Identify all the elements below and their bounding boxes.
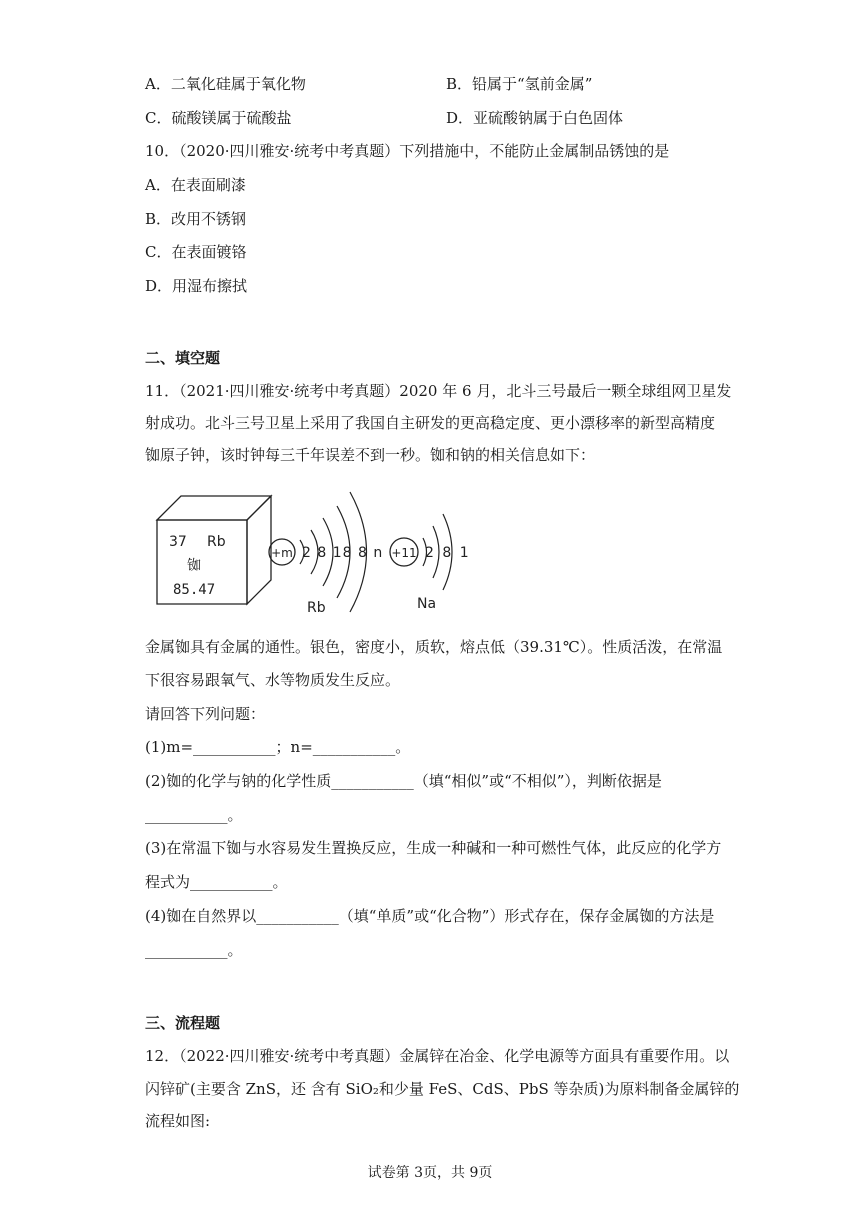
q11-stem-line-1: 11．（2021·四川雅安·统考中考真题）2020 年 6 月，北斗三号最后一颗全球组网卫星发 [145,382,732,400]
cell-element-name: 铷 [187,558,201,574]
q11-stem-line-3: 铷原子钟，该时钟每三千年误差不到一秒。铷和钠的相关信息如下： [145,446,596,464]
q9-option-b: B．铅属于“氢前金属” [446,75,593,93]
q11-part-2-line-2: ___________。 [145,806,243,824]
q11-part-1: (1)m=___________；n=___________。 [145,738,411,756]
na-label: Na [417,596,437,612]
cell-atomic-number: 37 [169,534,187,550]
rubidium-sodium-figure [145,476,471,616]
rb-label: Rb [307,600,326,616]
rb-nucleus-charge: +m [271,546,293,560]
na-electron-shells: 2 8 1 [425,545,471,561]
q11-part-3-line-2: 程式为___________。 [145,873,288,891]
na-atom-diagram [390,514,471,612]
q12-stem-line-1: 12．（2022·四川雅安·统考中考真题）金属锌在冶金、化学电源等方面具有重要作用。以 [145,1047,730,1065]
q10-option-b: B．改用不锈钢 [145,210,247,228]
q12-stem-line-2: 闪锌矿(主要含 ZnS，还 含有 SiO₂和少量 FeS、CdS、PbS 等杂质)为原料制备金属锌的 [145,1080,740,1098]
section-3-title: 三、流程题 [145,1014,221,1032]
cell-atomic-mass: 85.47 [173,582,216,598]
q10-option-a: A．在表面刷漆 [145,176,246,194]
q9-option-a: A．二氧化硅属于氧化物 [145,75,306,93]
section-2-title: 二、填空题 [145,349,221,367]
q11-stem-line-2: 射成功。北斗三号卫星上采用了我国自主研发的更高稳定度、更小漂移率的新型高精度 [145,414,716,432]
q12-stem-line-3: 流程如图: [145,1112,211,1130]
cell-symbol: Rb [207,534,226,550]
q9-option-d: D．亚硫酸钠属于白色固体 [446,109,624,127]
q11-prompt: 请回答下列问题： [145,705,266,723]
q9-option-c: C．硫酸镁属于硫酸盐 [145,109,292,127]
q10-stem: 10．（2020·四川雅安·统考中考真题）下列措施中，不能防止金属制品锈蚀的是 [145,142,670,160]
rb-atom-diagram [269,492,383,616]
page-footer: 试卷第 3页，共 9页 [367,1165,493,1181]
rb-electron-shells: 2 8 18 8 n [302,545,384,561]
q11-part-3-line-1: (3)在常温下铷与水容易发生置换反应，生成一种碱和一种可燃性气体，此反应的化学方 [145,839,722,857]
q10-option-c: C．在表面镀铬 [145,243,247,261]
q11-part-4-line-2: ___________。 [145,941,243,959]
q11-part-4-line-1: (4)铷在自然界以___________（填“单质”或“化合物”）形式存在，保存金属铷的方法是 [145,907,715,925]
q11-description-line-2: 下很容易跟氧气、水等物质发生反应。 [145,671,401,689]
na-nucleus-charge: +11 [391,546,417,560]
q10-option-d: D．用湿布擦拭 [145,277,248,295]
q11-part-2-line-1: (2)铷的化学与钠的化学性质___________（填“相似”或“不相似”），判断依据是 [145,772,662,790]
q11-description-line-1: 金属铷具有金属的通性。银色，密度小，质软，熔点低（39.31℃）。性质活泼，在常温 [145,638,723,656]
